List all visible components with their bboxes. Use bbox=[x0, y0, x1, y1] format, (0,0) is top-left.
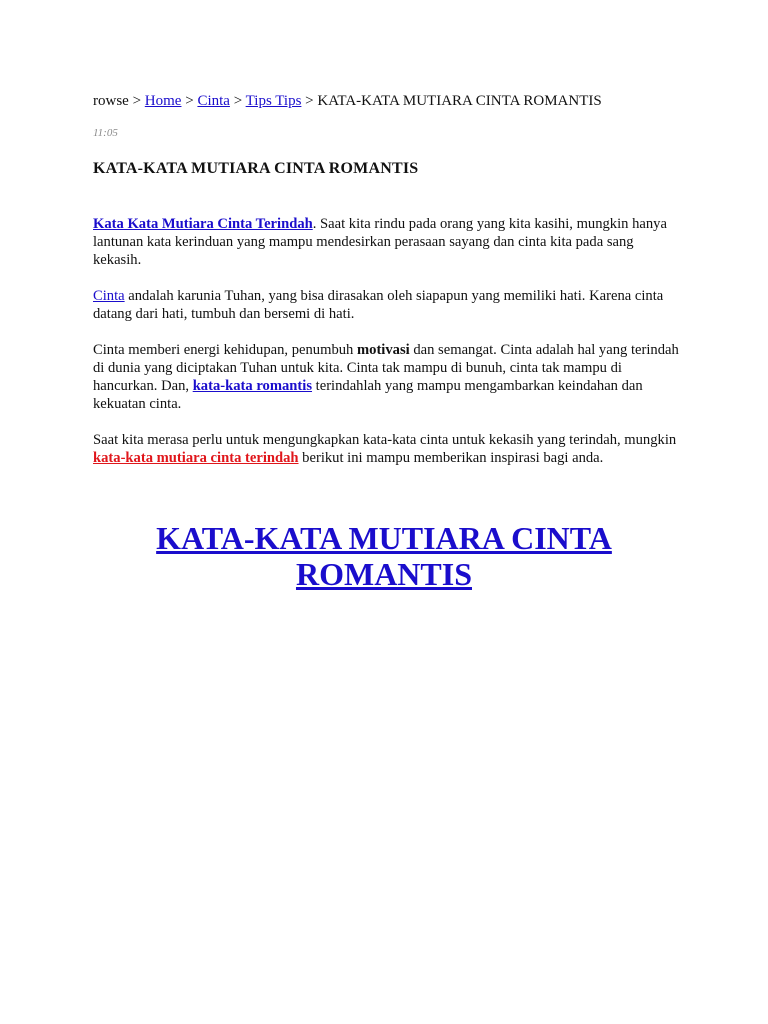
breadcrumb-link-tips[interactable]: Tips Tips bbox=[245, 93, 302, 109]
paragraph-text: terindahlah yang mampu mengambarkan keindahan dan kekuatan cinta. bbox=[93, 378, 643, 412]
paragraph-1 bbox=[93, 215, 683, 269]
breadcrumb-prefix: rowse bbox=[93, 93, 129, 109]
breadcrumb-separator: > bbox=[301, 93, 318, 109]
big-heading-line-1: KATA-KATA MUTIARA CINTA bbox=[156, 520, 612, 556]
breadcrumb-separator: > bbox=[229, 93, 246, 109]
breadcrumb-current: KATA-KATA MUTIARA CINTA ROMANTIS bbox=[317, 93, 602, 109]
breadcrumb bbox=[93, 92, 602, 110]
link-kata-kata-romantis[interactable]: kata-kata romantis bbox=[192, 378, 313, 394]
post-timestamp: 11:05 bbox=[93, 127, 118, 139]
paragraph-text: Cinta memberi energi kehidupan, penumbuh bbox=[93, 342, 357, 358]
paragraph-text: . Saat kita rindu pada orang yang kita kasihi, mungkin hanya lantunan kata kerinduan yang mampu mendesirkan perasaan sayang dan cinta kita pada sang kekasih. bbox=[93, 216, 667, 268]
paragraph-2 bbox=[93, 287, 683, 323]
paragraph-text: andalah karunia Tuhan, yang bisa dirasakan oleh siapapun yang memiliki hati. Karena cinta datang dari hati, tumbuh dan bersemi di hati. bbox=[93, 288, 664, 322]
paragraph-4 bbox=[93, 431, 683, 467]
breadcrumb-separator: > bbox=[128, 93, 145, 109]
big-heading-link[interactable] bbox=[156, 520, 612, 592]
paragraph-text: berikut ini mampu memberikan inspirasi bagi anda. bbox=[298, 450, 604, 466]
breadcrumb-link-cinta[interactable]: Cinta bbox=[197, 93, 230, 109]
big-heading bbox=[0, 520, 768, 592]
link-kata-kata-mutiara[interactable]: Kata Kata Mutiara Cinta Terindah bbox=[93, 216, 313, 232]
link-kata-kata-mutiara-cinta-terindah[interactable]: kata-kata mutiara cinta terindah bbox=[93, 450, 299, 466]
paragraph-text: Saat kita merasa perlu untuk mengungkapkan kata-kata cinta untuk kekasih yang terindah, mungkin bbox=[93, 432, 677, 448]
paragraph-text: dan semangat. Cinta adalah hal yang terindah di dunia yang diciptakan Tuhan untuk kita. Cinta tak mampu di bunuh, cinta tak mampu di hancurkan. Dan, bbox=[93, 342, 679, 394]
breadcrumb-link-home[interactable]: Home bbox=[144, 93, 182, 109]
post-body bbox=[93, 215, 683, 485]
breadcrumb-separator: > bbox=[181, 93, 198, 109]
big-heading-line-2: ROMANTIS bbox=[295, 556, 472, 592]
bold-motivasi: motivasi bbox=[356, 342, 410, 358]
post-title: KATA-KATA MUTIARA CINTA ROMANTIS bbox=[93, 160, 419, 177]
link-cinta[interactable]: Cinta bbox=[93, 288, 125, 304]
paragraph-3 bbox=[93, 341, 683, 413]
